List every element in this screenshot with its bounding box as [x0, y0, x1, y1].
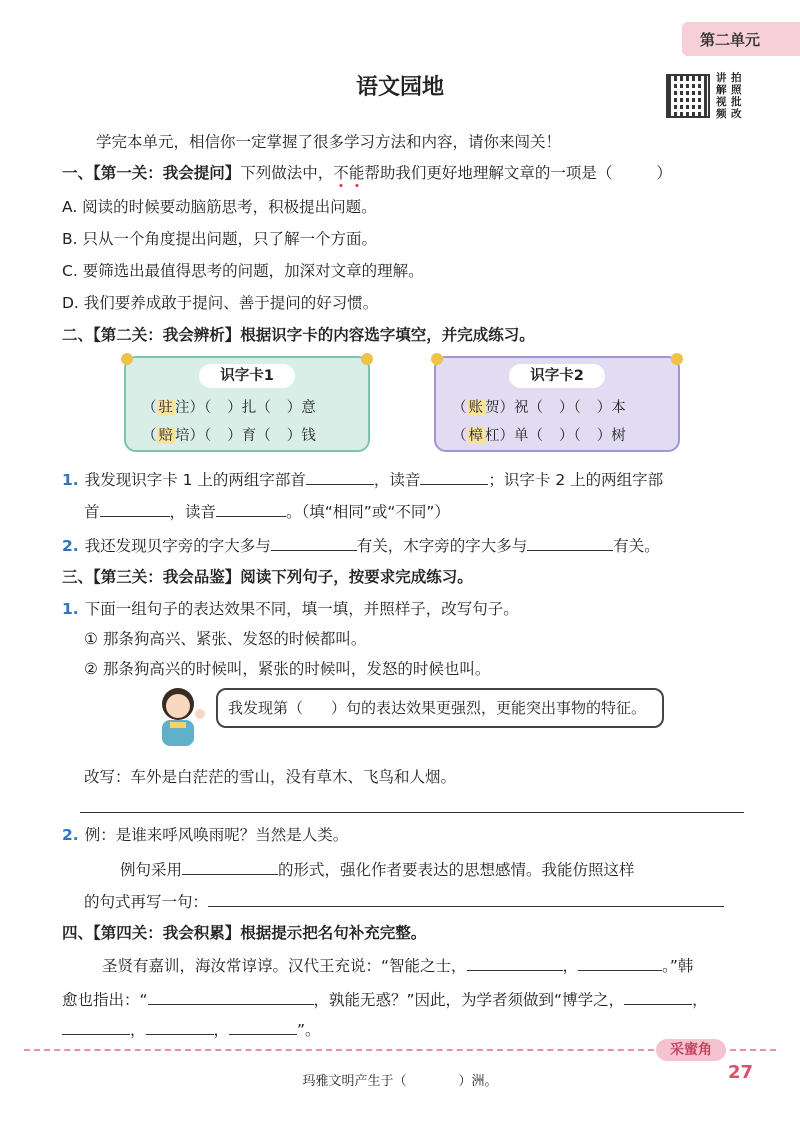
footer-divider [24, 1049, 654, 1051]
section3-q2-c: 的句式再写一句： [84, 890, 724, 913]
answer-blank[interactable] [62, 1018, 130, 1035]
answer-line[interactable] [80, 812, 744, 813]
card-row: （ 驻 注）（ ）扎（ ）意 [142, 400, 316, 416]
footer-badge: 采蜜角 [656, 1039, 726, 1061]
section3-heading: 三、【第三关：我会品鉴】阅读下列句子，按要求完成练习。 [62, 568, 473, 586]
word-card-1 [124, 356, 370, 452]
card-corner-decoration [431, 353, 443, 365]
section3-q2-b: 例句采用 的形式，强化作者要表达的思想感情。我能仿照这样 [120, 858, 635, 881]
section3-q1: 1. 下面一组句子的表达效果不同，填一填，并照样子，改写句子。 [62, 600, 519, 618]
answer-blank[interactable] [624, 988, 692, 1005]
option-b: B. 只从一个角度提出问题，只了解一个方面。 [62, 230, 377, 248]
sentence-1: ① 那条狗高兴、紧张、发怒的时候都叫。 [84, 630, 367, 648]
answer-blank[interactable] [420, 468, 488, 485]
section3-q2: 2. 例：是谁来呼风唤雨呢？当然是人类。 [62, 826, 349, 844]
card-row: （ 樟 杠）单（ ）（ ）树 [452, 428, 626, 444]
answer-blank[interactable] [182, 858, 278, 875]
option-c: C. 要筛选出最值得思考的问题，加深对文章的理解。 [62, 262, 424, 280]
answer-blank[interactable] [229, 1018, 297, 1035]
card-row: （ 账 贺）祝（ ）（ ）本 [452, 400, 626, 416]
page-number: 27 [728, 1062, 754, 1083]
section4-line2: 愈也指出：“ ，孰能无惑？”因此，为学者须做到“博学之， ， [62, 988, 708, 1011]
qr-code-icon[interactable] [666, 74, 710, 118]
answer-blank[interactable] [467, 954, 563, 971]
answer-blank[interactable] [148, 988, 314, 1005]
section2-q1: 1. 我发现识字卡 1 上的两组字部首 ，读音 ；识字卡 2 上的两组字部 [62, 468, 663, 491]
section2-heading: 二、【第二关：我会辨析】根据识字卡的内容选字填空，并完成练习。 [62, 326, 535, 344]
section4-line1: 圣贤有嘉训，海汝常谆谆。汉代王充说：“智能之士， ， 。”韩 [102, 954, 693, 977]
footer-divider [730, 1049, 776, 1051]
answer-blank[interactable] [216, 500, 286, 517]
word-card-2 [434, 356, 680, 452]
girl-illustration-icon [150, 684, 210, 748]
page-title: 语文园地 [355, 75, 444, 100]
rewrite-prompt: 改写：车外是白茫茫的雪山，没有草木、飞鸟和人烟。 [84, 768, 457, 786]
answer-blank[interactable] [527, 534, 613, 551]
speech-bubble: 我发现第（ ）句的表达效果更强烈，更能突出事物的特征。 [216, 688, 664, 728]
qr-side-text: 讲 拍 解 照 视 批 频 改 [716, 72, 742, 120]
card-corner-decoration [361, 353, 373, 365]
answer-blank[interactable] [100, 500, 170, 517]
section4-heading: 四、【第四关：我会积累】根据提示把名句补充完整。 [62, 924, 427, 942]
answer-blank[interactable] [306, 468, 374, 485]
answer-blank[interactable] [208, 890, 724, 907]
answer-blank[interactable] [578, 954, 662, 971]
footer-trivia: 玛雅文明产生于（ ）洲。 [302, 1074, 498, 1089]
section2-q2: 2. 我还发现贝字旁的字大多与 有关，木字旁的字大多与 有关。 [62, 534, 660, 557]
card-corner-decoration [121, 353, 133, 365]
card-corner-decoration [671, 353, 683, 365]
card-title: 识字卡2 [509, 364, 605, 388]
section2-q1-cont: 首 ，读音 。（填“相同”或“不同”） [84, 500, 450, 523]
section4-line3: ， ， ”。 [62, 1018, 321, 1041]
section1-question: 一、【第一关：我会提问】下列做法中，不能帮助我们更好地理解文章的一项是（ ） [62, 164, 672, 182]
sentence-2: ② 那条狗高兴的时候叫，紧张的时候叫，发怒的时候也叫。 [84, 660, 491, 678]
answer-blank[interactable] [271, 534, 357, 551]
option-a: A. 阅读的时候要动脑筋思考，积极提出问题。 [62, 198, 377, 216]
intro-text: 学完本单元，相信你一定掌握了很多学习方法和内容，请你来闯关！ [96, 133, 562, 151]
unit-tab: 第二单元 [682, 22, 800, 56]
answer-blank[interactable] [146, 1018, 214, 1035]
card-row: （ 赔 培）（ ）育（ ）钱 [142, 428, 316, 444]
card-title: 识字卡1 [199, 364, 295, 388]
option-d: D. 我们要养成敢于提问、善于提问的好习惯。 [62, 294, 379, 312]
